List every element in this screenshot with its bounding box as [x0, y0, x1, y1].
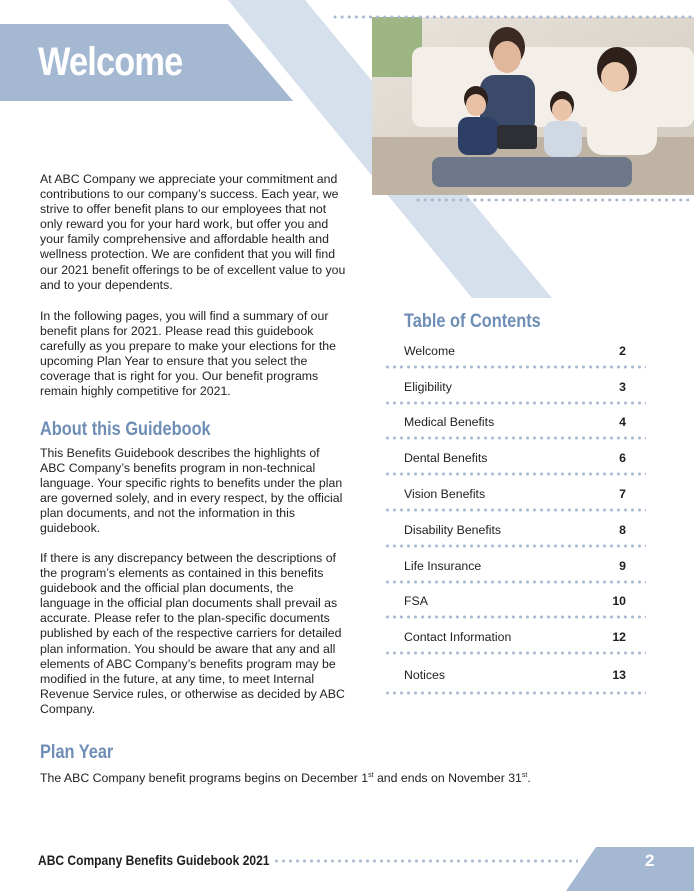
toc-item-label: Vision Benefits [404, 487, 486, 502]
toc-item-page: 4 [619, 415, 626, 430]
toc-item-label: Notices [404, 668, 446, 683]
toc-heading: Table of Contents [404, 311, 541, 332]
footer-title: ABC Company Benefits Guidebook 2021 [38, 852, 270, 868]
about-paragraph-1: This Benefits Guidebook describes the highlights of ABC Company’s benefits program in non-technical language. Your specific rights to benefits under the plan are governed solely, and in every respect, by the official plan documents, and not the information in this guidebook. [40, 446, 343, 536]
intro-paragraph-1: At ABC Company we appreciate your commitment and contributions to our company’s success. Each year, we strive to offer benefit plans to our employees that not only reward you for your hard work, but offer you and your family comprehensive and affordable health and wellness protection. We are confident that you will find our 2021 benefit offerings to be of excellent value to you and to your dependents. [40, 172, 346, 292]
toc-item-label: Dental Benefits [404, 451, 488, 466]
toc-item-contact-information[interactable] [384, 619, 646, 655]
toc-item-label: Eligibility [404, 379, 452, 394]
toc-item-eligibility[interactable] [384, 369, 646, 405]
toc-item-page: 12 [612, 630, 626, 645]
toc-item-disability-benefits[interactable] [384, 512, 646, 548]
toc-item-label: Contact Information [404, 630, 512, 645]
toc-item-notices[interactable] [384, 655, 646, 695]
toc-item-page: 13 [612, 668, 626, 683]
toc-item-page: 9 [619, 558, 626, 573]
toc-item-page: 3 [619, 379, 626, 394]
table-of-contents [384, 333, 646, 695]
toc-item-label: Life Insurance [404, 558, 482, 573]
toc-item-label: Medical Benefits [404, 415, 495, 430]
toc-item-label: Welcome [404, 343, 456, 358]
toc-item-page: 2 [619, 343, 626, 358]
plan-year-text: The ABC Company benefit programs begins on December 1st and ends on November 31st. [40, 771, 531, 786]
toc-item-medical-benefits[interactable] [384, 405, 646, 441]
toc-item-page: 10 [612, 594, 626, 609]
toc-item-label: FSA [404, 594, 428, 609]
page-title: Welcome [38, 40, 183, 84]
toc-item-welcome[interactable] [384, 333, 646, 369]
intro-paragraph-2: In the following pages, you will find a summary of our benefit plans for 2021. Please read this guidebook carefully as you prepare to make your elections for the upcoming Plan Year to ensure that you select the coverage that is right for you. Our benefit programs remain highly competitive for 2021. [40, 309, 336, 399]
about-paragraph-2: If there is any discrepancy between the descriptions of the program’s elements as contained in this benefits guidebook and the official plan documents, the language in the official plan documents shall prevail as accurate. Please refer to the plan-specific documents published by each of the respective carriers for detailed plan information. You should be aware that any and all elements of ABC Company’s benefits program may be modified in the future, at any time, to meet Internal Revenue Service rules, or otherwise as decided by ABC Company. [40, 551, 345, 716]
about-heading: About this Guidebook [40, 419, 211, 440]
toc-item-dental-benefits[interactable] [384, 440, 646, 476]
toc-item-label: Disability Benefits [404, 522, 502, 537]
toc-item-page: 7 [619, 487, 626, 502]
plan-year-heading: Plan Year [40, 742, 114, 763]
toc-item-life-insurance[interactable] [384, 548, 646, 584]
toc-item-page: 6 [619, 451, 626, 466]
footer-divider [273, 859, 578, 863]
toc-item-fsa[interactable] [384, 584, 646, 620]
page-number: 2 [645, 851, 655, 870]
toc-item-vision-benefits[interactable] [384, 476, 646, 512]
toc-item-page: 8 [619, 522, 626, 537]
